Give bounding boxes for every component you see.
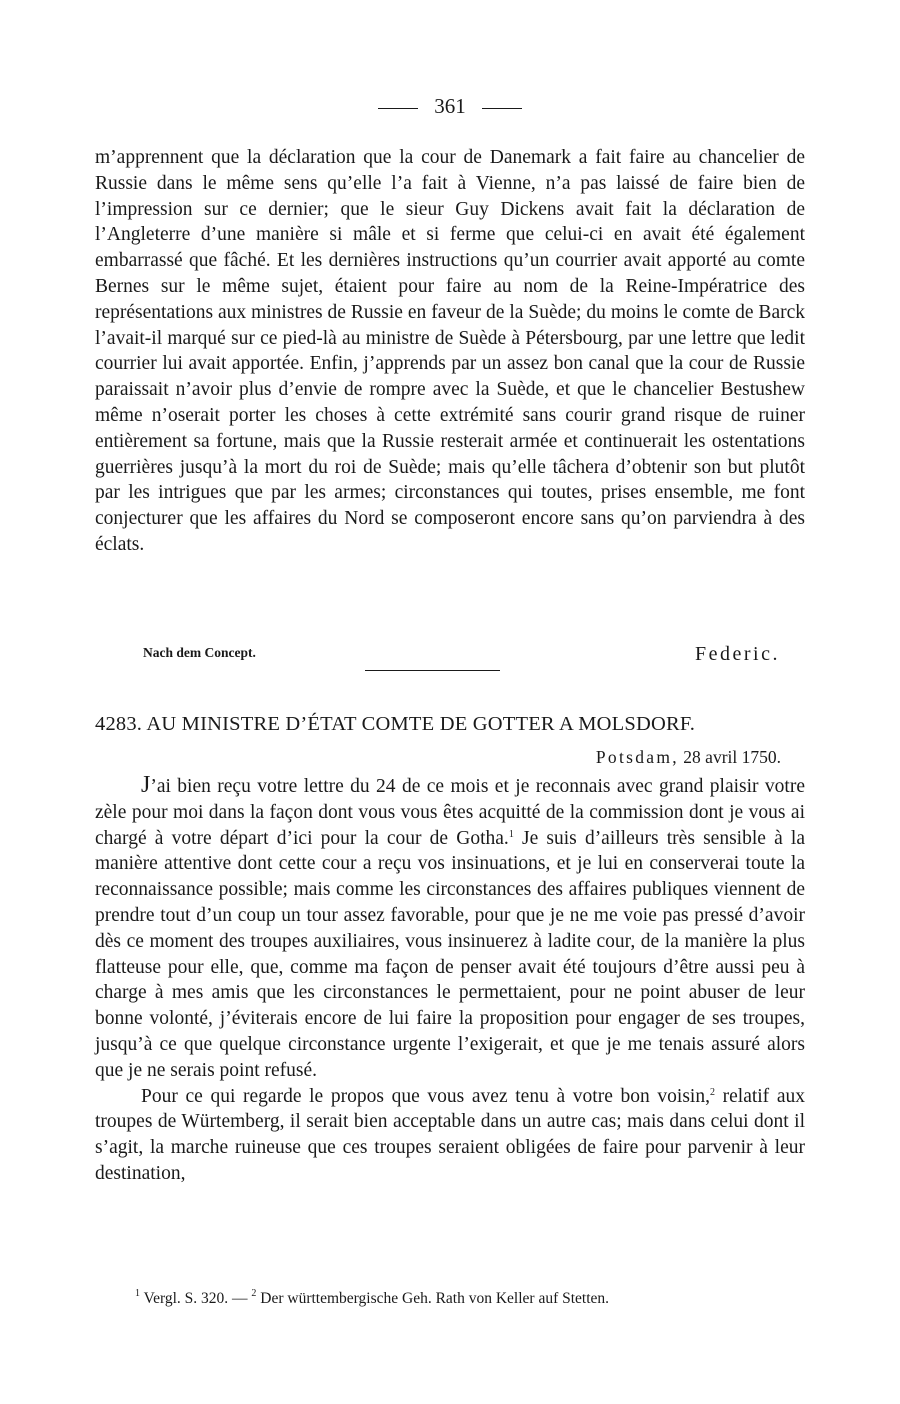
- letter-paragraph-1-text-b: Je suis d’ailleurs très sensible à la manière attentive dont cette cour a reçu vos insinuations, et je lui en conserverai toute la reconnaissance possible; mais comme les circonstances des affaires publiques viennent de prendre tout d’un coup un tour assez favorable, pour que je ne me voie pas pressé d’avoir dès ce moment des troupes auxiliaires, vous insinuerez à ladite cour, de la manière la plus flatteuse pour elle, que, comme ma façon de penser avait été toujours d’être aussi peu à charge à mes amis que les circonstances le permettaient, pour ne point abuser de leur bonne volonté, j’éviterais encore de lui faire la proposition pour engager de ses troupes, jusqu’à ce que quelque circonstance urgente l’exigerait, et que je me tenais assuré alors que je ne serais point refusé.: [95, 827, 806, 1081]
- footnote-ref-2: 2: [709, 1086, 715, 1098]
- section-divider: [365, 670, 500, 671]
- letter-body: [95, 773, 805, 1187]
- page-number: 361: [434, 94, 466, 118]
- signature: Federic.: [695, 643, 780, 665]
- letter-paragraph-2-text-b: relatif aux troupes de Würtemberg, il serait bien acceptable dans un autre cas; mais dans celui dont il s’agit, la marche ruineuse que ces troupes seraient obligées de faire pour parvenir à leur destination,: [95, 1085, 805, 1184]
- letter-paragraph-1: [95, 773, 805, 1084]
- dateline-date: 28 avril 1750.: [683, 747, 781, 767]
- closing-row: [95, 643, 805, 667]
- header-dash-left: [378, 108, 418, 109]
- initial-letter: J: [141, 772, 151, 798]
- dateline: [596, 747, 781, 768]
- dateline-place: Potsdam,: [595, 747, 679, 767]
- source-note: Nach dem Concept.: [143, 645, 256, 660]
- continued-paragraph: [95, 145, 805, 558]
- page-header: [95, 93, 805, 119]
- letter-heading: 4283. AU MINISTRE D’ÉTAT COMTE DE GOTTER A MOLSDORF.: [95, 713, 696, 735]
- letter-paragraph-1-text-a: ’ai bien reçu votre lettre du 24 de ce mois et je reconnais avec grand plaisir votre zèle pour moi dans la façon dont vous vous êtes acquitté de la commission dont je vous ai chargé à votre départ d’ici pour la cour de Gotha.: [95, 776, 805, 849]
- continued-paragraph-text: m’apprennent que la déclaration que la cour de Danemark a fait faire au chancelier de Russie dans le même sens qu’elle l’a fait à Vienne, n’a pas laissé de faire bien de l’impression sur ce dernier; que le sieur Guy Dickens avait fait la déclaration de l’Angleterre d’une manière si mâle et si ferme que celui-ci en avait été également embarrassé que fâché. Et les dernières instructions qu’un courrier avait apporté au comte Bernes sur le même sujet, étaient pour faire au nom de la Reine-Impératrice des représentations aux ministres de Russie en faveur de la Suède; du moins le comte de Barck l’avait-il marqué sur ce pied-là au ministre de Suède à Pétersbourg, par une lettre que ledit courrier lui avait apportée. Enfin, j’apprends par un assez bon canal que la cour de Russie paraissait n’avoir plus d’envie de rompre avec la Suède, et que le chancelier Bestushew même n’oserait porter les choses à cette extrémité sans courir grand risque de ruiner entièrement sa fortune, mais que la Russie resterait armée et continuerait les ostentations guerrières jusqu’à la mort du roi de Suède; mais qu’elle tâchera d’obtenir son but plutôt par les intrigues que par les armes; circonstances qui toutes, prises ensemble, me font conjecturer que les affaires du Nord se composeront encore sans qu’on parviendra à des éclats.: [95, 147, 805, 555]
- letter-paragraph-2-text-a: Pour ce qui regarde le propos que vous avez tenu à votre bon voisin,: [141, 1085, 710, 1107]
- footnote-text-2: Der württembergische Geh. Rath von Keller auf Stetten.: [256, 1290, 610, 1307]
- header-dash-right: [482, 108, 522, 109]
- footnote-ref-1: 1: [508, 828, 514, 840]
- letter-paragraph-2: [95, 1084, 805, 1187]
- footnote-text-1: Vergl. S. 320. —: [140, 1290, 252, 1307]
- footnote-number-1: 1: [135, 1288, 140, 1299]
- footnote-number-2: 2: [251, 1288, 257, 1299]
- footnotes: [135, 1290, 815, 1308]
